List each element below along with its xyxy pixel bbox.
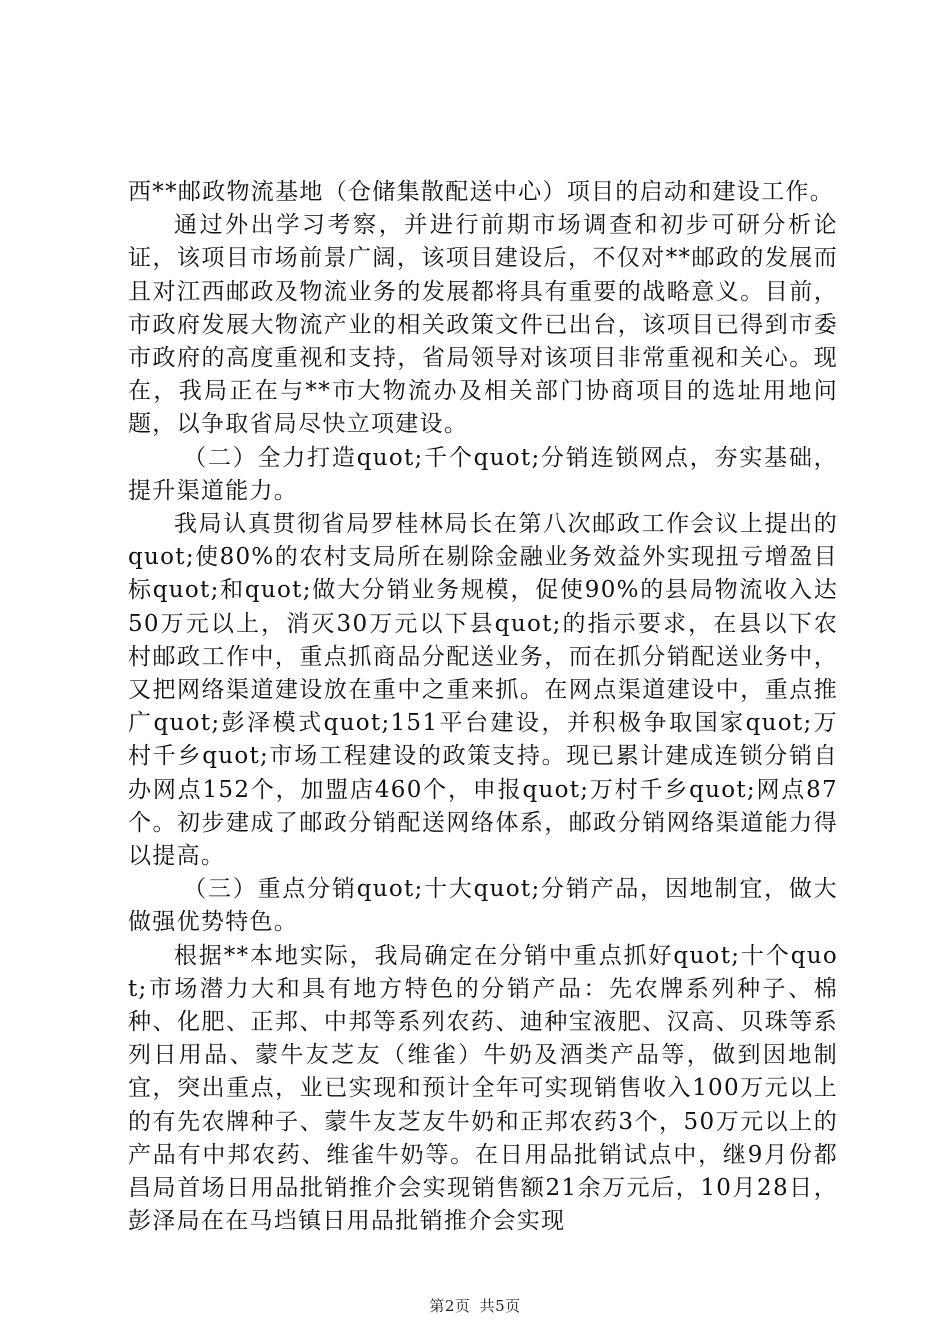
- page-footer: [0, 1297, 950, 1315]
- section-heading-3: （三）重点分销quot;十大quot;分销产品，因地制宜，做大做强优势特色。: [128, 876, 838, 936]
- paragraph-3: 我局认真贯彻省局罗桂林局长在第八次邮政工作会议上提出的quot;使80%的农村支局所在剔除金融业务效益外实现扭亏增盈目标quot;和quot;做大分销业务规模，促使90%的县局物流收入达50万元以上，消灭30万元以下县quot;的指示要求，在县以下农村邮政工作中，重点抓商品分配送业务，而在抓分销配送业务中，又把网络渠道建设放在重中之重来抓。在网点渠道建设中，重点推广quot;彭泽模式quot;151平台建设，并积极争取国家quot;万村千乡quot;市场工程建设的政策支持。现已累计建成连锁分销自办网点152个，加盟店460个，申报quot;万村千乡quot;网点87个。初步建成了邮政分销配送网络体系，邮政分销网络渠道能力得以提高。: [128, 511, 838, 870]
- page-number: 第2页: [429, 1297, 471, 1315]
- paragraph-4: 根据**本地实际，我局确定在分销中重点抓好quot;十个quot;市场潜力大和具有地方特色的分销产品：先农牌系列种子、棉种、化肥、正邦、中邦等系列农药、迪种宝液肥、汉高、贝珠等系列日用品、蒙牛友芝友（维雀）牛奶及酒类产品等，做到因地制宜，突出重点，业已实现和预计全年可实现销售收入100万元以上的有先农牌种子、蒙牛友芝友牛奶和正邦农药3个，50万元以上的产品有中邦农药、维雀牛奶等。在日用品批销试点中，继9月份都昌局首场日用品批销推介会实现销售额21余万元后，10月28日，彭泽局在在马垱镇日用品批销推介会实现: [128, 942, 838, 1235]
- paragraph-1: 西**邮政物流基地（仓储集散配送中心）项目的启动和建设工作。: [128, 179, 834, 205]
- section-heading-2: （二）全力打造quot;千个quot;分销连锁网点，夯实基础，提升渠道能力。: [128, 444, 838, 504]
- document-body: [128, 176, 838, 1239]
- paragraph-2: 通过外出学习考察，并进行前期市场调查和初步可研分析论证，该项目市场前景广阔，该项目建设后，不仅对**邮政的发展而且对江西邮政及物流业务的发展都将具有重要的战略意义。目前，市政府发展大物流产业的相关政策文件已出台，该项目已得到市委市政府的高度重视和支持，省局领导对该项目非常重视和关心。现在，我局正在与**市大物流办及相关部门协商项目的选址用地问题，以争取省局尽快立项建设。: [128, 212, 838, 438]
- page-total: 共5页: [479, 1297, 521, 1315]
